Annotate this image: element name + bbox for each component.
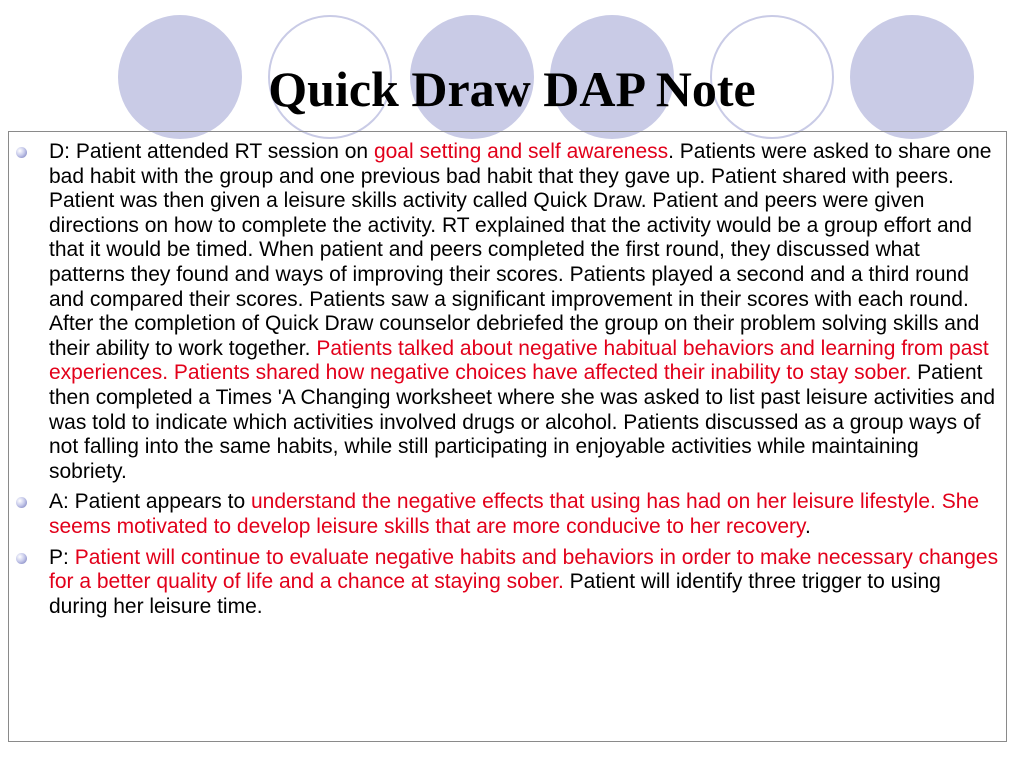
bullet-item-assessment <box>12 490 1000 539</box>
bullet-dot-icon <box>16 553 27 564</box>
bullet-text-segment: A: Patient appears to <box>49 490 251 514</box>
bullet-item-plan <box>12 546 1000 620</box>
bullet-item-data <box>12 140 1000 484</box>
bullet-text <box>49 490 979 538</box>
bullet-text-segment: . Patients were asked to share one bad habit with the group and one previous bad habit that they gave up. Patient shared with peers. Patient was then given a leisure skills activity called Quick Draw. Patient and peers were given directions on how to complete the activity. RT explained that the activity would be a group effort and that it would be timed. When patient and peers completed the first round, they discussed what patterns they found and ways of improving their scores. Patients played a second and a third round and compared their scores. Patients saw a significant improvement in their scores with each round. After the completion of Quick Draw counselor debriefed the group on their problem solving skills and their ability to work together. <box>49 140 992 360</box>
bullet-text-segment: . <box>804 514 811 538</box>
bullet-dot-icon <box>16 147 27 158</box>
bullet-text-highlight: Patient will continue to evaluate negative habits and behaviors in order to make necessary changes for a better quality of life and a chance at staying sober. <box>49 545 999 594</box>
bullet-text <box>49 140 995 483</box>
bullet-list <box>12 140 1000 625</box>
bullet-text-segment: Patient will identify three trigger to using during her leisure time. <box>49 570 941 618</box>
bullet-text-segment: D: Patient attended RT session on <box>49 140 374 163</box>
bullet-text-segment: P: <box>49 545 75 569</box>
slide-title: Quick Draw DAP Note <box>268 61 756 117</box>
bullet-text-highlight: goal setting and self awareness <box>373 140 669 163</box>
bullet-text <box>49 546 998 618</box>
bullet-dot-icon <box>16 497 27 508</box>
bullet-text-segment: Patient then completed a Times 'A Changing worksheet where she was asked to list past leisure activities and was told to indicate which activities involved drugs or alcohol. Patients discussed as a group ways of not falling into the same habits, while still participating in enjoyable activities while maintaining sobriety. <box>49 361 996 483</box>
bullet-text-highlight: Patients talked about negative habitual behaviors and learning from past experiences. Patients shared how negative choices have affected their inability to stay sober. <box>49 336 989 385</box>
bullet-text-highlight: understand the negative effects that using has had on her leisure lifestyle. She seems motivated to develop leisure skills that are more conducive to her recovery <box>49 490 980 538</box>
